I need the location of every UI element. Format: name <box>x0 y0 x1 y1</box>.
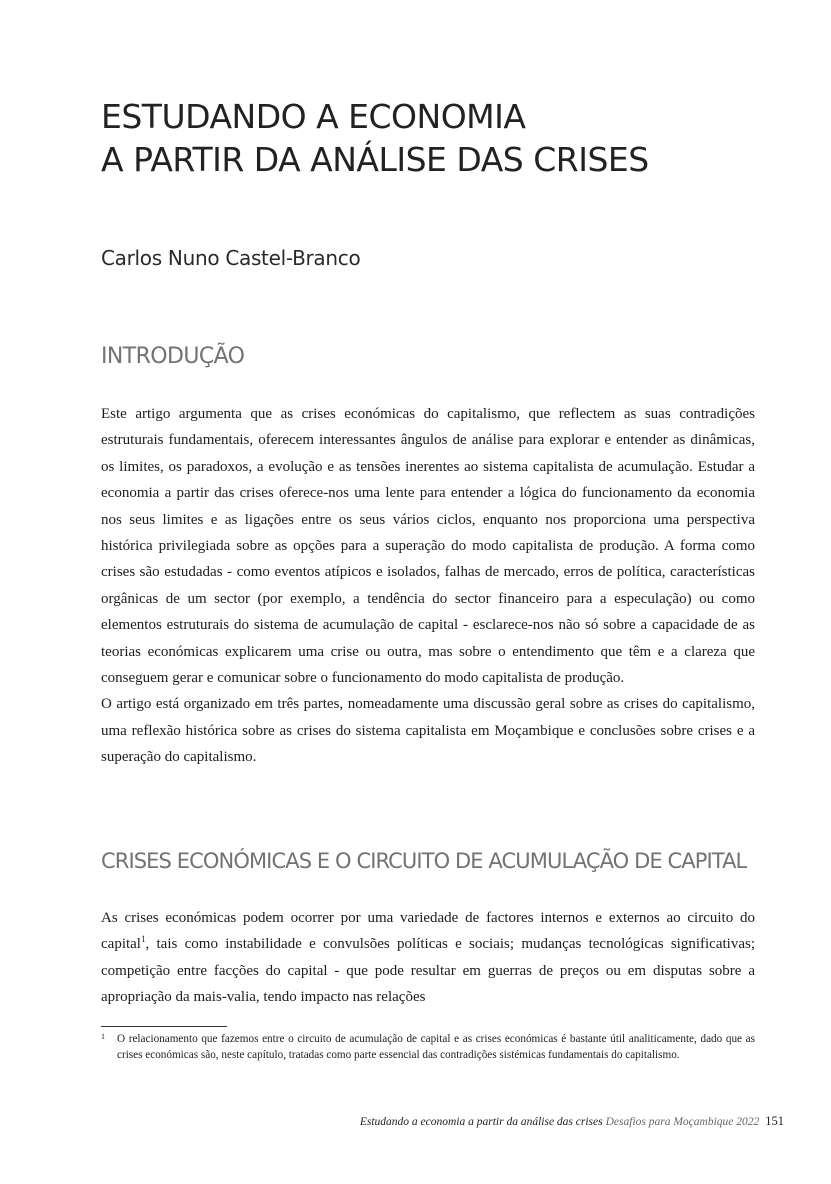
page-number: 151 <box>765 1114 784 1128</box>
article-author: Carlos Nuno Castel-Branco <box>101 246 361 270</box>
article-title-line-2: A PARTIR DA ANÁLISE DAS CRISES <box>101 140 649 179</box>
crises-paragraph-1-text-a: As crises económicas podem ocorrer por uma variedade de factores internos e externos ao circuito do capital <box>101 910 755 953</box>
article-title <box>101 95 741 181</box>
section-body-crises <box>101 905 755 1011</box>
footer-book-title: Desafios para Moçambique 2022 <box>605 1116 760 1128</box>
article-title-line-1: ESTUDANDO A ECONOMIA <box>101 97 526 136</box>
intro-paragraph-2: O artigo está organizado em três partes, nomeadamente uma discussão geral sobre as crises do capitalismo, uma reflexão histórica sobre as crises do sistema capitalista em Moçambique e conclusões sobre crises e a superação do capitalismo. <box>101 696 755 766</box>
running-footer <box>360 1113 784 1130</box>
section-heading-introducao: INTRODUÇÃO <box>101 344 245 369</box>
section-heading-crises: CRISES ECONÓMICAS E O CIRCUITO DE ACUMULAÇÃO DE CAPITAL <box>101 849 747 873</box>
crises-paragraph-1 <box>101 905 755 1011</box>
footer-chapter-title: Estudando a economia a partir da análise das crises <box>359 1116 603 1128</box>
crises-paragraph-1-text-b: , tais como instabilidade e convulsões políticas e sociais; mudanças tecnológicas significativas; competição entre facções do capital - que pode resultar em guerras de preços ou em disputas sobre a apropriação da mais-valia, tendo impacto nas relações <box>101 936 755 1006</box>
footnote-divider <box>101 1026 227 1027</box>
footnote-text: O relacionamento que fazemos entre o circuito de acumulação de capital e as crises económicas é bastante útil analiticamente, dado que as crises económicas são, neste capítulo, tratadas como parte essencial das contradições sistémicas fundamentais do capitalismo. <box>117 1033 755 1061</box>
footnote-1 <box>101 1031 755 1063</box>
footnote-reference-1[interactable]: 1 <box>140 934 146 945</box>
intro-paragraph-1: Este artigo argumenta que as crises económicas do capitalismo, que reflectem as suas contradições estruturais fundamentais, oferecem interessantes ângulos de análise para explorar e entender as dinâmicas, os limites, os paradoxos, a evolução e as tensões inerentes ao sistema capitalista de acumulação. Estudar a economia a partir das crises oferece-nos uma lente para entender a lógica do funcionamento da economia nos seus limites e as ligações entre os seus vários ciclos, enquanto nos proporciona uma perspectiva histórica privilegiada sobre as opções para a superação do modo capitalista de produção. A forma como crises são estudadas - como eventos atípicos e isolados, falhas de mercado, erros de política, características orgânicas de um sector (por exemplo, a tendência do sector financeiro para a especulação) ou como elementos estruturais do sistema de acumulação de capital - esclarece-nos não só sobre a capacidade de as teorias económicas explicarem uma crise ou outra, mas sobre o entendimento que têm e a clareza que conseguem gerar e comunicar sobre o funcionamento do modo capitalista de produção. <box>101 406 755 687</box>
section-body-introducao <box>101 401 755 771</box>
footnote-number: 1 <box>101 1032 105 1041</box>
